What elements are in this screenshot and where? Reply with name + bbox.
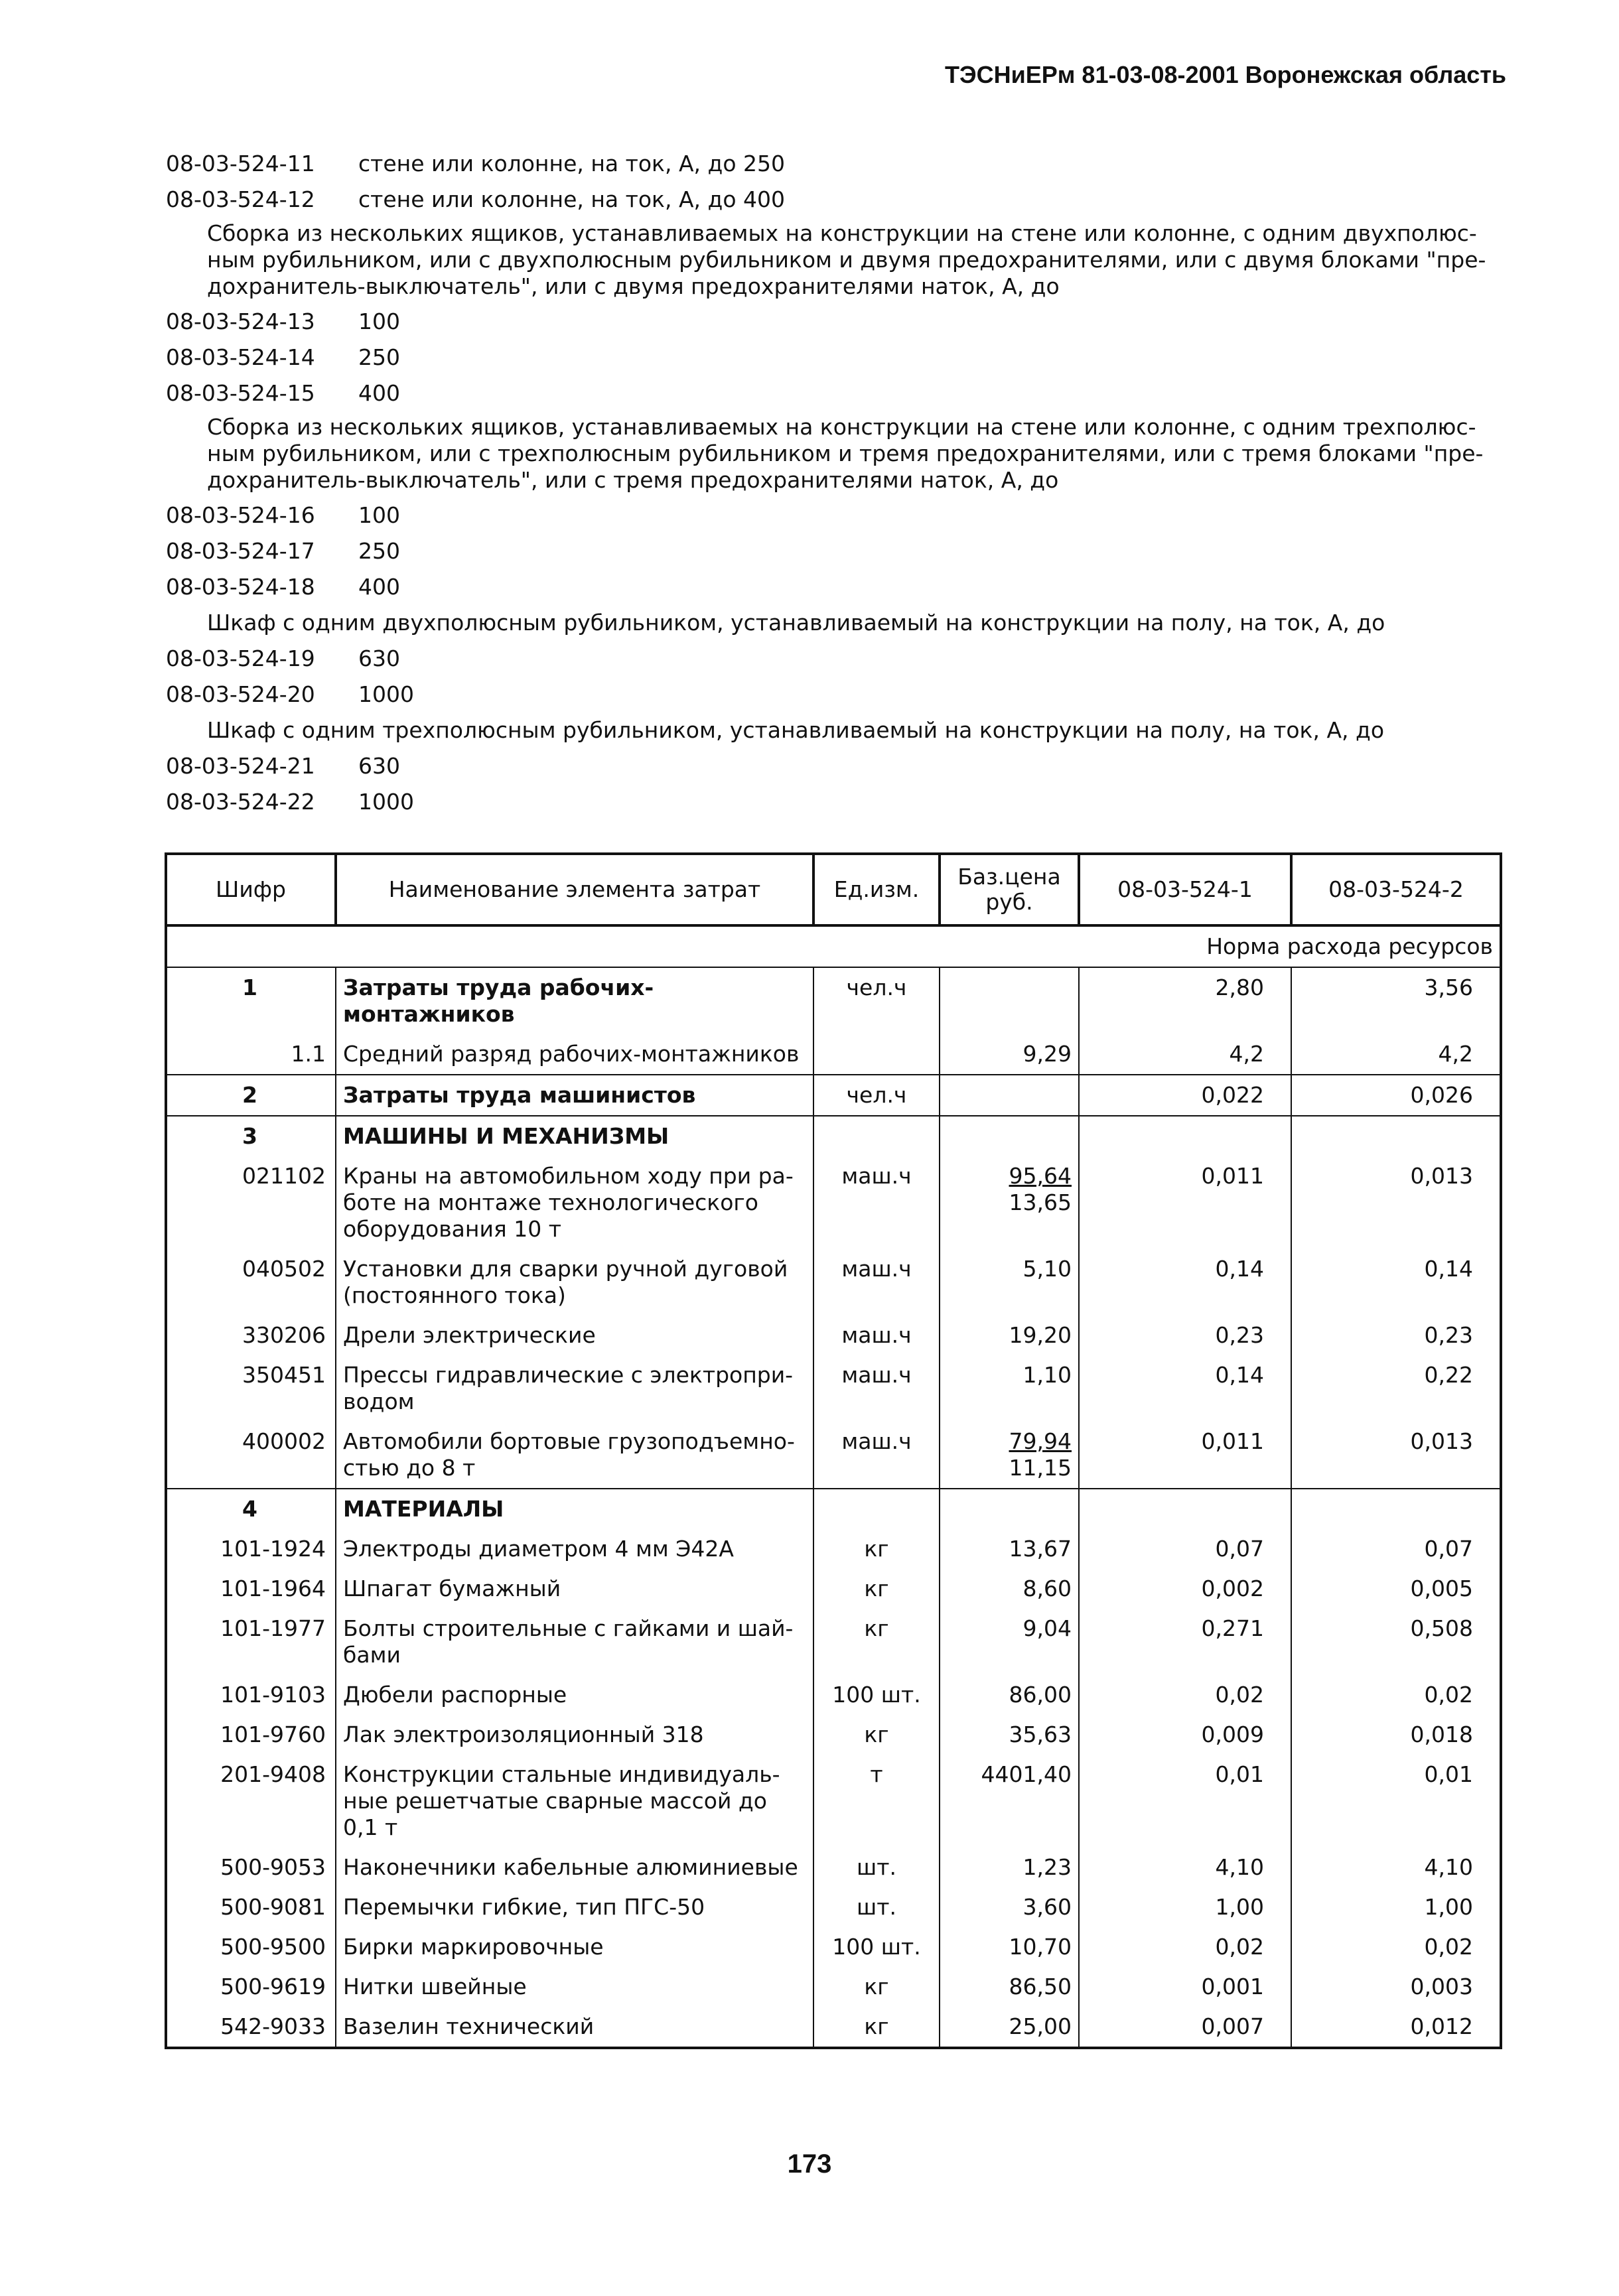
cell-code: 330206 [166,1316,336,1355]
cell-unit: маш.ч [813,1422,940,1489]
table-row [166,1927,1501,1967]
item-code: 08-03-524-16 [166,502,315,528]
cell-norm-1: 0,07 [1079,1529,1291,1569]
cell-code: 201-9408 [166,1755,336,1848]
item-code: 08-03-524-22 [166,789,315,815]
cell-norm-2 [1291,1116,1501,1156]
table-row [166,1156,1501,1249]
cell-norm-2: 0,01 [1291,1755,1501,1848]
price-value: 86,00 [1009,1682,1072,1708]
table-row [166,1034,1501,1075]
cell-norm-2: 4,10 [1291,1848,1501,1887]
cell-price [940,1887,1079,1927]
list-item [166,533,1500,569]
cell-name: Автомобили бортовые грузоподъемно-стью до 8 т [336,1422,813,1489]
table-row [166,1489,1501,1529]
cell-norm-1: 0,01 [1079,1755,1291,1848]
cell-norm-1: 0,02 [1079,1927,1291,1967]
item-code: 08-03-524-18 [166,574,315,600]
cell-name: МАТЕРИАЛЫ [336,1489,813,1529]
cell-price [940,1489,1079,1529]
cell-norm-2: 4,2 [1291,1034,1501,1075]
cell-norm-1: 0,007 [1079,2007,1291,2048]
cell-code: 101-1977 [166,1609,336,1675]
item-text: 400 [358,380,400,406]
cell-name: Дрели электрические [336,1316,813,1355]
cell-code: 101-1964 [166,1569,336,1609]
cell-norm-2: 0,026 [1291,1075,1501,1116]
cell-unit: т [813,1755,940,1848]
item-code: 08-03-524-20 [166,681,315,707]
cell-code: 040502 [166,1249,336,1316]
item-code: 08-03-524-17 [166,538,315,564]
list-item [166,498,1500,533]
table-row [166,1075,1501,1116]
table-row [166,1609,1501,1675]
price-value: 79,94 [1009,1428,1072,1454]
cell-norm-1: 0,14 [1079,1249,1291,1316]
cell-unit: маш.ч [813,1355,940,1422]
group-description: Шкаф с одним трехполюсным рубильником, устанавливаемый на конструкции на полу, на ток, А, до [207,717,1385,743]
price-value: 95,64 [1009,1163,1072,1189]
resource-table [165,852,1502,2049]
cell-price [940,1715,1079,1755]
cell-name: Затраты труда машинистов [336,1075,813,1116]
price-value-secondary: 13,65 [1009,1189,1072,1215]
item-code: 08-03-524-15 [166,380,315,406]
norm-label: Норма расхода ресурсов [166,925,1501,967]
cell-price [940,1569,1079,1609]
table-row [166,1569,1501,1609]
cell-price [940,1967,1079,2007]
cell-name: Наконечники кабельные алюминиевые [336,1848,813,1887]
cell-unit: кг [813,1967,940,2007]
price-value: 10,70 [1009,1934,1072,1960]
cell-code: 500-9500 [166,1927,336,1967]
cell-price [940,1034,1079,1075]
cell-unit: кг [813,1569,940,1609]
cell-price [940,1609,1079,1675]
cell-code: 1 [166,967,336,1034]
table-row [166,1848,1501,1887]
item-code: 08-03-524-13 [166,308,315,334]
cell-price [940,1156,1079,1249]
cell-norm-2 [1291,1489,1501,1529]
table-row [166,1422,1501,1489]
header-col1: 08-03-524-1 [1079,854,1291,925]
cell-norm-2: 0,14 [1291,1249,1501,1316]
cell-price [940,1249,1079,1316]
price-value: 5,10 [1022,1256,1072,1282]
price-value: 86,50 [1009,1974,1072,1999]
header-price-line2: руб. [985,889,1033,915]
table-header-row [166,854,1501,925]
table-row [166,1249,1501,1316]
cell-norm-1: 0,14 [1079,1355,1291,1422]
item-text: 630 [358,645,400,671]
cell-norm-1: 0,022 [1079,1075,1291,1116]
cell-unit [813,1489,940,1529]
cell-norm-1: 0,23 [1079,1316,1291,1355]
cell-name: Электроды диаметром 4 мм Э42А [336,1529,813,1569]
cell-code: 2 [166,1075,336,1116]
cell-code: 1.1 [166,1034,336,1075]
cell-name: Прессы гидравлические с электропри-водом [336,1355,813,1422]
cell-norm-2: 0,018 [1291,1715,1501,1755]
cell-unit: кг [813,2007,940,2048]
cell-norm-2: 1,00 [1291,1887,1501,1927]
header-code: Шифр [166,854,336,925]
cell-norm-2: 0,013 [1291,1422,1501,1489]
cell-norm-2: 0,07 [1291,1529,1501,1569]
table-row [166,2007,1501,2048]
table-row [166,967,1501,1034]
item-text: 100 [358,502,400,528]
price-value: 4401,40 [981,1761,1072,1787]
cell-price [940,1675,1079,1715]
cell-unit: шт. [813,1848,940,1887]
cell-unit: 100 шт. [813,1927,940,1967]
cell-code: 350451 [166,1355,336,1422]
list-item [166,569,1500,605]
cell-norm-2: 0,013 [1291,1156,1501,1249]
cell-code: 500-9619 [166,1967,336,2007]
cell-price [940,1316,1079,1355]
cell-code: 500-9081 [166,1887,336,1927]
price-value: 35,63 [1009,1722,1072,1747]
cell-unit: чел.ч [813,967,940,1034]
item-code: 08-03-524-14 [166,344,315,370]
cell-norm-1: 2,80 [1079,967,1291,1034]
norm-row [166,925,1501,967]
cell-unit: кг [813,1609,940,1675]
cell-name: Дюбели распорные [336,1675,813,1715]
price-value: 19,20 [1009,1322,1072,1348]
cell-code: 4 [166,1489,336,1529]
item-text: стене или колонне, на ток, А, до 250 [358,151,786,176]
list-item [166,146,1500,182]
table-row [166,1316,1501,1355]
cell-price [940,1927,1079,1967]
table-row [166,1355,1501,1422]
table-row [166,1529,1501,1569]
table-row [166,1116,1501,1156]
cell-code: 542-9033 [166,2007,336,2048]
header-price-line1: Баз.цена [957,864,1061,890]
cell-name: Шпагат бумажный [336,1569,813,1609]
cell-price [940,1355,1079,1422]
cell-name: Установки для сварки ручной дуговой (постоянного тока) [336,1249,813,1316]
cell-norm-1: 0,002 [1079,1569,1291,1609]
cell-norm-2: 0,02 [1291,1927,1501,1967]
group-description: Сборка из нескольких ящиков, устанавливаемых на конструкции на стене или колонне, с одним трехполюс-ным рубильником, или с трехполюсным рубильником и тремя предохранителями, или с тремя блоками "пре-дохранитель-выключатель", или с тремя предохранителями наток, А, до [207,414,1484,493]
cell-norm-1: 4,10 [1079,1848,1291,1887]
list-item [166,641,1500,677]
item-text: 1000 [358,681,414,707]
cell-price [940,967,1079,1034]
header-col2: 08-03-524-2 [1291,854,1501,925]
cell-norm-2: 0,012 [1291,2007,1501,2048]
list-item [166,748,1500,784]
cell-price [940,1116,1079,1156]
list-item [166,375,1500,411]
cell-norm-2: 0,005 [1291,1569,1501,1609]
cell-code: 101-9760 [166,1715,336,1755]
cell-name: Лак электроизоляционный 318 [336,1715,813,1755]
table-row [166,1675,1501,1715]
table-row [166,1715,1501,1755]
cell-norm-2: 3,56 [1291,967,1501,1034]
item-text: 630 [358,753,400,779]
item-text: 100 [358,308,400,334]
item-code: 08-03-524-12 [166,186,315,212]
cell-norm-1: 0,011 [1079,1156,1291,1249]
item-text: 400 [358,574,400,600]
cell-unit: кг [813,1715,940,1755]
cell-norm-2: 0,23 [1291,1316,1501,1355]
cell-name: Бирки маркировочные [336,1927,813,1967]
price-value: 9,29 [1022,1041,1072,1067]
table-row [166,1887,1501,1927]
cell-name: Конструкции стальные индивидуаль-ные решетчатые сварные массой до 0,1 т [336,1755,813,1848]
cell-norm-1: 4,2 [1079,1034,1291,1075]
list-item [166,784,1500,820]
cell-norm-2: 0,508 [1291,1609,1501,1675]
cell-code: 400002 [166,1422,336,1489]
price-value: 3,60 [1022,1894,1072,1920]
cell-norm-1: 0,011 [1079,1422,1291,1489]
cell-name: Вазелин технический [336,2007,813,2048]
item-code: 08-03-524-19 [166,645,315,671]
cell-norm-2: 0,003 [1291,1967,1501,2007]
cell-norm-1: 0,001 [1079,1967,1291,2007]
cell-name: Нитки швейные [336,1967,813,2007]
cell-code: 500-9053 [166,1848,336,1887]
price-value: 9,04 [1022,1615,1072,1641]
item-text: 1000 [358,789,414,815]
group-description: Сборка из нескольких ящиков, устанавливаемых на конструкции на стене или колонне, с одним двухполюс-ным рубильником, или с двухполюсным рубильником и двумя предохранителями, или с двумя блоками "пре-дохранитель-выключатель", или с двумя предохранителями наток, А, до [207,220,1486,299]
cell-name: Средний разряд рабочих-монтажников [336,1034,813,1075]
table-row [166,1755,1501,1848]
header-name: Наименование элемента затрат [336,854,813,925]
header-unit: Ед.изм. [813,854,940,925]
item-code: 08-03-524-21 [166,753,315,779]
cell-price [940,1422,1079,1489]
code-list [166,146,1500,820]
header-price [940,854,1079,925]
cell-name: Перемычки гибкие, тип ПГС-50 [336,1887,813,1927]
price-value: 25,00 [1009,2013,1072,2039]
price-value: 1,23 [1022,1854,1072,1880]
cell-unit: маш.ч [813,1156,940,1249]
cell-code: 3 [166,1116,336,1156]
list-item [166,182,1500,218]
list-item [166,340,1500,375]
cell-norm-2: 0,02 [1291,1675,1501,1715]
item-code: 08-03-524-11 [166,151,315,176]
cell-unit: маш.ч [813,1249,940,1316]
table-row [166,1967,1501,2007]
cell-code: 101-1924 [166,1529,336,1569]
price-value-secondary: 11,15 [1009,1455,1072,1481]
cell-code: 021102 [166,1156,336,1249]
cell-norm-1 [1079,1116,1291,1156]
cell-norm-1: 0,009 [1079,1715,1291,1755]
cell-unit: шт. [813,1887,940,1927]
cell-norm-2: 0,22 [1291,1355,1501,1422]
cell-unit [813,1034,940,1075]
cell-unit: кг [813,1529,940,1569]
item-text: 250 [358,344,400,370]
page-header: ТЭСНиЕРм 81-03-08-2001 Воронежская область [945,61,1506,88]
cell-norm-1 [1079,1489,1291,1529]
cell-norm-1: 0,02 [1079,1675,1291,1715]
cell-price [940,1529,1079,1569]
price-value: 1,10 [1022,1362,1072,1388]
item-text: стене или колонне, на ток, А, до 400 [358,186,786,212]
cell-price [940,1755,1079,1848]
item-text: 250 [358,538,400,564]
cell-norm-1: 1,00 [1079,1887,1291,1927]
group-description: Шкаф с одним двухполюсным рубильником, устанавливаемый на конструкции на полу, на ток, А, до [207,610,1385,636]
cell-unit: 100 шт. [813,1675,940,1715]
cell-unit [813,1116,940,1156]
list-item [166,304,1500,340]
page-number: 173 [787,2149,832,2179]
cell-price [940,1848,1079,1887]
cell-norm-1: 0,271 [1079,1609,1291,1675]
cell-price [940,2007,1079,2048]
price-value: 13,67 [1009,1536,1072,1562]
cell-price [940,1075,1079,1116]
cell-name: Болты строительные с гайками и шай-бами [336,1609,813,1675]
cell-unit: маш.ч [813,1316,940,1355]
cell-name: Краны на автомобильном ходу при ра-боте на монтаже технологического оборудования 10 т [336,1156,813,1249]
cell-name: Затраты труда рабочих-монтажников [336,967,813,1034]
list-item [166,677,1500,712]
cell-code: 101-9103 [166,1675,336,1715]
cell-name: МАШИНЫ И МЕХАНИЗМЫ [336,1116,813,1156]
cell-unit: чел.ч [813,1075,940,1116]
price-value: 8,60 [1022,1576,1072,1601]
